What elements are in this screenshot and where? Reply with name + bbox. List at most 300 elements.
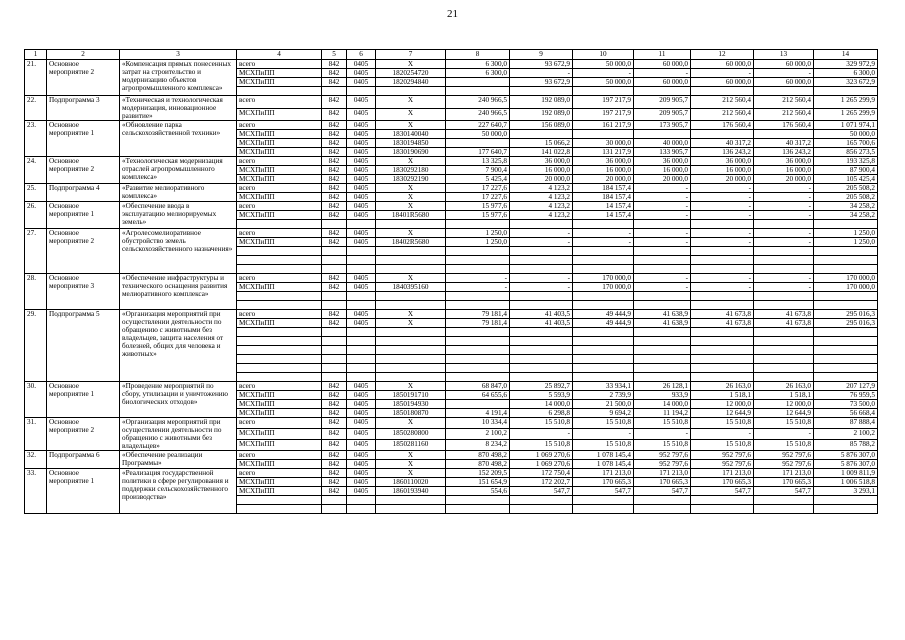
- table-cell: [573, 130, 634, 139]
- row-type-cell: Подпрограмма 4: [47, 184, 120, 202]
- empty-cell: [573, 355, 634, 364]
- table-cell: 60 000,0: [754, 78, 814, 87]
- table-cell: 26 163,0: [691, 382, 754, 391]
- empty-cell: [446, 496, 510, 505]
- empty-cell: [446, 265, 510, 274]
- table-cell: 856 273,5: [814, 148, 878, 157]
- empty-cell: [446, 292, 510, 301]
- row-name-cell: «Организация мероприятий при осуществлении деятельности по обращению с животными без владельцев»: [120, 418, 237, 451]
- table-cell: -: [510, 429, 573, 440]
- empty-cell: [573, 328, 634, 337]
- col-header: 4: [237, 50, 322, 60]
- table-cell: 40 317,2: [691, 139, 754, 148]
- table-cell: МСХПиПП: [237, 238, 322, 247]
- table-cell: 0405: [347, 400, 376, 409]
- table-cell: МСХПиПП: [237, 78, 322, 87]
- empty-cell: [691, 355, 754, 364]
- table-cell: 952 797,6: [754, 451, 814, 460]
- empty-cell: [691, 337, 754, 346]
- table-cell: всего: [237, 157, 322, 166]
- table-cell: 152 209,5: [446, 469, 510, 478]
- empty-cell: [754, 87, 814, 96]
- table-cell: 842: [322, 319, 347, 328]
- row-name-cell: «Развитие мелиоративного комплекса»: [120, 184, 237, 202]
- table-cell: 15 066,2: [510, 139, 573, 148]
- table-cell: МСХПиПП: [237, 440, 322, 451]
- table-cell: 20 000,0: [573, 175, 634, 184]
- table-cell: 4 123,2: [510, 184, 573, 193]
- empty-cell: [510, 505, 573, 514]
- table-cell: 1830292180: [376, 166, 446, 175]
- table-cell: 842: [322, 96, 347, 109]
- empty-cell: [573, 364, 634, 373]
- table-cell: X: [376, 202, 446, 211]
- empty-cell: [814, 292, 878, 301]
- table-cell: 17 227,6: [446, 184, 510, 193]
- table-cell: 842: [322, 429, 347, 440]
- table-cell: [446, 78, 510, 87]
- table-cell: X: [376, 96, 446, 109]
- empty-cell: [814, 256, 878, 265]
- empty-cell: [376, 220, 446, 229]
- empty-cell: [322, 247, 347, 256]
- empty-cell: [237, 496, 322, 505]
- table-cell: 0405: [347, 175, 376, 184]
- table-cell: 547,7: [691, 487, 754, 496]
- table-cell: -: [573, 229, 634, 238]
- table-cell: 33 934,1: [573, 382, 634, 391]
- empty-cell: [691, 328, 754, 337]
- table-cell: 34 258,2: [814, 211, 878, 220]
- table-cell: 170 000,0: [814, 274, 878, 283]
- table-cell: 165 700,6: [814, 139, 878, 148]
- table-cell: 1850194930: [376, 400, 446, 409]
- empty-cell: [376, 496, 446, 505]
- table-cell: 7 900,4: [446, 166, 510, 175]
- row-number-cell: 23.: [25, 121, 47, 157]
- empty-cell: [754, 301, 814, 310]
- empty-cell: [446, 87, 510, 96]
- table-cell: 40 317,2: [754, 139, 814, 148]
- table-cell: 212 560,4: [691, 96, 754, 109]
- table-cell: 41 638,9: [634, 310, 691, 319]
- table-cell: 41 403,5: [510, 310, 573, 319]
- table-cell: -: [510, 274, 573, 283]
- table-cell: 170 665,3: [634, 478, 691, 487]
- table-cell: 170 665,3: [691, 478, 754, 487]
- table-cell: 133 905,7: [634, 148, 691, 157]
- table-cell: 16 000,0: [691, 166, 754, 175]
- empty-cell: [634, 328, 691, 337]
- table-cell: 5 876 307,0: [814, 460, 878, 469]
- empty-cell: [814, 355, 878, 364]
- empty-cell: [634, 346, 691, 355]
- table-cell: МСХПиПП: [237, 460, 322, 469]
- table-cell: 1 518,1: [691, 391, 754, 400]
- table-cell: 212 560,4: [691, 108, 754, 121]
- empty-cell: [347, 247, 376, 256]
- empty-cell: [237, 346, 322, 355]
- row-name-cell: «Реализация государственной политики в сфере регулирования и поддержки сельскохозяйственного производства»: [120, 469, 237, 514]
- table-cell: 842: [322, 310, 347, 319]
- table-cell: 1 250,0: [446, 238, 510, 247]
- table-cell: МСХПиПП: [237, 409, 322, 418]
- table-cell: 842: [322, 78, 347, 87]
- table-cell: 842: [322, 193, 347, 202]
- table-cell: 842: [322, 469, 347, 478]
- table-cell: -: [634, 238, 691, 247]
- empty-cell: [237, 364, 322, 373]
- table-cell: МСХПиПП: [237, 487, 322, 496]
- table-cell: 171 213,0: [691, 469, 754, 478]
- table-cell: 554,6: [446, 487, 510, 496]
- table-cell: -: [691, 229, 754, 238]
- table-cell: 30 000,0: [573, 139, 634, 148]
- row-number-cell: 33.: [25, 469, 47, 514]
- table-cell: 0405: [347, 96, 376, 109]
- empty-cell: [322, 346, 347, 355]
- table-cell: 49 444,9: [573, 310, 634, 319]
- empty-cell: [446, 337, 510, 346]
- table-cell: 842: [322, 274, 347, 283]
- table-cell: 79 181,4: [446, 319, 510, 328]
- table-row: [25, 310, 878, 319]
- table-cell: 547,7: [573, 487, 634, 496]
- table-cell: 1 009 811,9: [814, 469, 878, 478]
- row-name-cell: «Организация мероприятий при осуществлении деятельности по обращению с животными без владельцев, защита населения от болезней, общих для человека и животных»: [120, 310, 237, 382]
- table-cell: 0405: [347, 157, 376, 166]
- empty-cell: [754, 505, 814, 514]
- table-cell: 842: [322, 166, 347, 175]
- empty-cell: [237, 328, 322, 337]
- table-cell: 3 293,1: [814, 487, 878, 496]
- table-cell: 227 640,7: [446, 121, 510, 130]
- table-cell: 0405: [347, 469, 376, 478]
- table-cell: -: [510, 229, 573, 238]
- row-type-cell: Основное мероприятие 2: [47, 229, 120, 274]
- table-cell: 1820254720: [376, 69, 446, 78]
- table-cell: 11 194,2: [634, 409, 691, 418]
- table-cell: МСХПиПП: [237, 175, 322, 184]
- table-cell: 952 797,6: [754, 460, 814, 469]
- table-cell: 1830194850: [376, 139, 446, 148]
- empty-cell: [634, 265, 691, 274]
- table-cell: 172 750,4: [510, 469, 573, 478]
- table-cell: 25 892,7: [510, 382, 573, 391]
- table-row: [25, 184, 878, 193]
- table-cell: [446, 400, 510, 409]
- table-cell: 197 217,9: [573, 96, 634, 109]
- table-cell: X: [376, 274, 446, 283]
- table-cell: 192 089,0: [510, 96, 573, 109]
- table-cell: 952 797,6: [634, 460, 691, 469]
- empty-cell: [754, 496, 814, 505]
- table-cell: X: [376, 382, 446, 391]
- table-cell: -: [446, 283, 510, 292]
- table-cell: 36 000,0: [754, 157, 814, 166]
- table-cell: всего: [237, 184, 322, 193]
- empty-cell: [347, 265, 376, 274]
- table-cell: X: [376, 193, 446, 202]
- empty-cell: [237, 337, 322, 346]
- table-cell: 85 788,2: [814, 440, 878, 451]
- empty-cell: [634, 364, 691, 373]
- empty-cell: [322, 301, 347, 310]
- table-row: [25, 202, 878, 211]
- col-header: 11: [634, 50, 691, 60]
- table-row: [25, 96, 878, 109]
- table-cell: 15 510,8: [691, 418, 754, 429]
- table-cell: 177 640,7: [446, 148, 510, 157]
- table-cell: 842: [322, 157, 347, 166]
- table-cell: 0405: [347, 429, 376, 440]
- col-header: 9: [510, 50, 573, 60]
- empty-cell: [510, 87, 573, 96]
- empty-cell: [573, 256, 634, 265]
- table-cell: 842: [322, 478, 347, 487]
- table-cell: 41 638,9: [634, 319, 691, 328]
- table-cell: 0405: [347, 193, 376, 202]
- table-cell: -: [754, 202, 814, 211]
- empty-cell: [691, 301, 754, 310]
- table-cell: 49 444,9: [573, 319, 634, 328]
- table-cell: 56 668,4: [814, 409, 878, 418]
- empty-cell: [347, 87, 376, 96]
- table-cell: 842: [322, 382, 347, 391]
- table-cell: 212 560,4: [754, 108, 814, 121]
- table-cell: 2 100,2: [446, 429, 510, 440]
- empty-cell: [322, 256, 347, 265]
- empty-cell: [446, 301, 510, 310]
- row-name-cell: «Обеспечение ввода в эксплуатацию мелиорируемых земель»: [120, 202, 237, 229]
- table-cell: 1860110020: [376, 478, 446, 487]
- table-cell: 15 510,8: [573, 440, 634, 451]
- row-type-cell: Подпрограмма 6: [47, 451, 120, 469]
- table-cell: 16 000,0: [634, 166, 691, 175]
- table-cell: 870 498,2: [446, 460, 510, 469]
- table-cell: -: [754, 238, 814, 247]
- table-cell: -: [573, 69, 634, 78]
- table-cell: 0405: [347, 60, 376, 69]
- empty-cell: [814, 247, 878, 256]
- empty-cell: [376, 256, 446, 265]
- empty-cell: [347, 505, 376, 514]
- empty-cell: [510, 346, 573, 355]
- budget-table: [24, 49, 878, 514]
- empty-cell: [634, 373, 691, 382]
- table-cell: 50 000,0: [573, 60, 634, 69]
- row-type-cell: Основное мероприятие 2: [47, 157, 120, 184]
- table-cell: 1 250,0: [814, 229, 878, 238]
- table-cell: всего: [237, 274, 322, 283]
- table-cell: 842: [322, 184, 347, 193]
- empty-cell: [376, 328, 446, 337]
- table-cell: -: [691, 283, 754, 292]
- table-cell: 20 000,0: [634, 175, 691, 184]
- table-cell: 842: [322, 175, 347, 184]
- table-cell: 1 006 518,8: [814, 478, 878, 487]
- page-number: 21: [447, 8, 458, 20]
- empty-cell: [814, 346, 878, 355]
- empty-cell: [634, 337, 691, 346]
- table-cell: X: [376, 121, 446, 130]
- table-cell: 5 425,4: [446, 175, 510, 184]
- table-row: [25, 157, 878, 166]
- table-cell: 1 078 145,4: [573, 460, 634, 469]
- table-cell: 171 213,0: [634, 469, 691, 478]
- table-cell: -: [510, 283, 573, 292]
- empty-cell: [237, 265, 322, 274]
- table-cell: -: [691, 211, 754, 220]
- empty-cell: [237, 292, 322, 301]
- table-cell: 12 000,0: [691, 400, 754, 409]
- row-name-cell: «Агролесомелиоративное обустройство земель сельскохозяйственного назначения»: [120, 229, 237, 274]
- table-cell: МСХПиПП: [237, 211, 322, 220]
- table-cell: 41 673,8: [754, 319, 814, 328]
- table-cell: 0405: [347, 229, 376, 238]
- empty-cell: [347, 346, 376, 355]
- row-number-cell: 28.: [25, 274, 47, 310]
- col-header: 8: [446, 50, 510, 60]
- table-cell: 60 000,0: [691, 78, 754, 87]
- table-cell: 0405: [347, 478, 376, 487]
- col-header: 10: [573, 50, 634, 60]
- empty-cell: [634, 505, 691, 514]
- empty-cell: [573, 337, 634, 346]
- row-type-cell: Основное мероприятие 2: [47, 60, 120, 96]
- table-cell: [754, 130, 814, 139]
- table-cell: X: [376, 60, 446, 69]
- table-cell: 40 000,0: [634, 139, 691, 148]
- table-cell: -: [691, 274, 754, 283]
- table-cell: [691, 130, 754, 139]
- table-cell: 50 000,0: [446, 130, 510, 139]
- table-cell: 0405: [347, 418, 376, 429]
- table-cell: 0405: [347, 238, 376, 247]
- table-cell: 16 000,0: [510, 166, 573, 175]
- table-cell: 14 157,4: [573, 202, 634, 211]
- table-cell: 105 425,4: [814, 175, 878, 184]
- empty-cell: [347, 373, 376, 382]
- table-cell: 842: [322, 391, 347, 400]
- table-cell: 5 876 307,0: [814, 451, 878, 460]
- table-cell: 842: [322, 202, 347, 211]
- empty-cell: [446, 373, 510, 382]
- table-cell: -: [691, 202, 754, 211]
- table-cell: 0405: [347, 460, 376, 469]
- empty-cell: [754, 328, 814, 337]
- empty-cell: [510, 373, 573, 382]
- table-cell: -: [634, 193, 691, 202]
- table-cell: 0405: [347, 487, 376, 496]
- table-cell: 8 234,2: [446, 440, 510, 451]
- empty-cell: [376, 292, 446, 301]
- table-cell: МСХПиПП: [237, 283, 322, 292]
- table-cell: 1830190690: [376, 148, 446, 157]
- table-cell: -: [754, 283, 814, 292]
- table-cell: 0405: [347, 108, 376, 121]
- row-name-cell: «Обеспечение реализации Программы»: [120, 451, 237, 469]
- empty-cell: [322, 265, 347, 274]
- table-cell: 36 000,0: [634, 157, 691, 166]
- table-cell: 41 403,5: [510, 319, 573, 328]
- table-cell: -: [754, 184, 814, 193]
- table-cell: 17 227,6: [446, 193, 510, 202]
- table-cell: -: [510, 238, 573, 247]
- empty-cell: [573, 373, 634, 382]
- table-cell: 0405: [347, 391, 376, 400]
- empty-cell: [322, 292, 347, 301]
- table-cell: 0405: [347, 121, 376, 130]
- table-cell: 0405: [347, 283, 376, 292]
- table-cell: 131 217,9: [573, 148, 634, 157]
- empty-cell: [573, 247, 634, 256]
- empty-cell: [322, 496, 347, 505]
- table-cell: -: [754, 211, 814, 220]
- table-cell: 6 300,0: [814, 69, 878, 78]
- table-cell: 87 888,4: [814, 418, 878, 429]
- row-number-cell: 32.: [25, 451, 47, 469]
- table-cell: 0405: [347, 202, 376, 211]
- table-cell: 18402R5680: [376, 238, 446, 247]
- table-cell: 76 959,5: [814, 391, 878, 400]
- table-cell: 0405: [347, 148, 376, 157]
- table-cell: 79 181,4: [446, 310, 510, 319]
- empty-cell: [237, 355, 322, 364]
- table-cell: всего: [237, 202, 322, 211]
- empty-cell: [814, 337, 878, 346]
- table-cell: X: [376, 460, 446, 469]
- table-cell: 842: [322, 229, 347, 238]
- col-header: 6: [347, 50, 376, 60]
- empty-cell: [754, 373, 814, 382]
- table-cell: 842: [322, 400, 347, 409]
- table-cell: всего: [237, 469, 322, 478]
- table-cell: 60 000,0: [634, 78, 691, 87]
- empty-cell: [510, 256, 573, 265]
- empty-cell: [634, 220, 691, 229]
- empty-cell: [573, 496, 634, 505]
- empty-cell: [691, 364, 754, 373]
- table-cell: 842: [322, 440, 347, 451]
- table-cell: 10 334,4: [446, 418, 510, 429]
- table-cell: МСХПиПП: [237, 193, 322, 202]
- header-row: [25, 50, 878, 60]
- table-cell: -: [573, 238, 634, 247]
- empty-cell: [691, 346, 754, 355]
- table-cell: 0405: [347, 451, 376, 460]
- empty-cell: [347, 364, 376, 373]
- row-name-cell: «Техническая и технологическая модернизация, инновационное развитие»: [120, 96, 237, 121]
- table-cell: 842: [322, 460, 347, 469]
- table-cell: 6 298,8: [510, 409, 573, 418]
- empty-cell: [237, 373, 322, 382]
- table-cell: всего: [237, 60, 322, 69]
- row-number-cell: 24.: [25, 157, 47, 184]
- empty-cell: [347, 301, 376, 310]
- empty-cell: [376, 247, 446, 256]
- table-cell: 870 498,2: [446, 451, 510, 460]
- table-cell: 36 000,0: [510, 157, 573, 166]
- table-cell: 329 972,9: [814, 60, 878, 69]
- empty-cell: [754, 265, 814, 274]
- table-cell: 41 673,8: [691, 319, 754, 328]
- empty-cell: [634, 496, 691, 505]
- empty-cell: [446, 355, 510, 364]
- empty-cell: [376, 373, 446, 382]
- table-cell: 842: [322, 121, 347, 130]
- row-name-cell: «Обеспечение инфраструктуры и технического оснащения развития мелиоративного комплекса»: [120, 274, 237, 310]
